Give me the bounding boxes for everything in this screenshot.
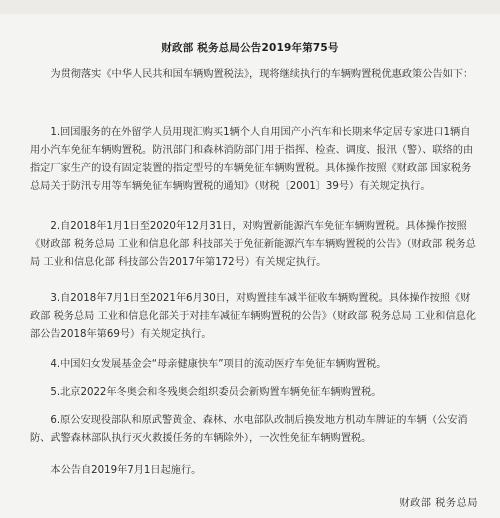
issuer-signature: 财政部 税务总局 bbox=[399, 498, 478, 509]
policy-item-3: 3.自2018年7月1日至2021年6月30日，对购置挂车减半征收车辆购置税。具体操作按照《财政部 税务总局 工业和信息化部关于对挂车减征车辆购置税的公告》（财政部 税务总局 工业和信息化部公告2018年第69号）有关规定执行。 bbox=[30, 293, 476, 340]
intro-paragraph: 为贯彻落实《中华人民共和国车辆购置税法》，现将继续执行的车辆购置税优惠政策公告如下： bbox=[50, 69, 474, 80]
policy-item-6: 6.原公安现役部队和原武警黄金、森林、水电部队改制后换发地方机动车牌证的车辆（公安消防、武警森林部队执行灭火救援任务的车辆除外），一次性免征车辆购置税。 bbox=[30, 415, 468, 444]
policy-item-2: 2.自2018年1月1日至2020年12月31日，对购置新能源汽车免征车辆购置税。具体操作按照《财政部 税务总局 工业和信息化部 科技部关于免征新能源汽车车辆购置税的公告》（财政部 税务总局 工业和信息化部 科技部公告2017年第172号）有关规定执行。 bbox=[30, 221, 476, 268]
top-margin-strip bbox=[0, 0, 500, 14]
policy-item-1: 1.回国服务的在外留学人员用现汇购买1辆个人自用国产小汽车和长期来华定居专家进口1辆自用小汽车免征车辆购置税。防汛部门和森林消防部门用于指挥、检查、调度、报汛（警）、联络的由指定厂家生产的设有固定装置的指定型号的车辆免征车辆购置税。具体操作按照《财政部 国家税务总局关于防汛专用等车辆免征车辆购置税的通知》（财税〔2001〕39号）有关规定执行。 bbox=[30, 127, 474, 192]
document-title: 财政部 税务总局公告2019年第75号 bbox=[161, 42, 339, 54]
effective-date-paragraph: 本公告自2019年7月1日起施行。 bbox=[50, 465, 202, 476]
policy-item-5: 5.北京2022年冬奥会和冬残奥会组织委员会新购置车辆免征车辆购置税。 bbox=[50, 387, 382, 398]
policy-item-4: 4.中国妇女发展基金会“母亲健康快车”项目的流动医疗车免征车辆购置税。 bbox=[50, 359, 387, 370]
